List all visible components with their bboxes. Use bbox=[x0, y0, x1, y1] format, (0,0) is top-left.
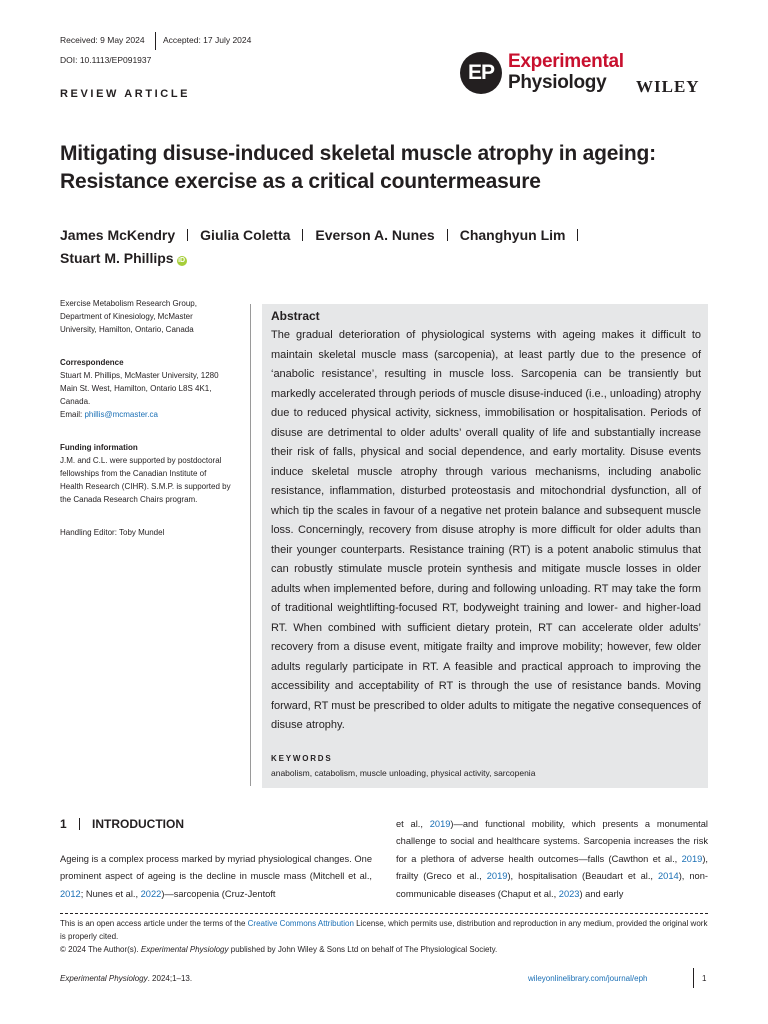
author-4[interactable]: Changhyun Lim bbox=[459, 227, 566, 243]
section-divider bbox=[79, 818, 80, 830]
article-title bbox=[60, 140, 720, 196]
author-divider bbox=[302, 229, 303, 241]
correspondence-address: Stuart M. Phillips, McMaster University, 1280 Main St. West, Hamilton, Ontario L8S 4K1, Canada. bbox=[60, 371, 219, 406]
citation-link[interactable]: 2023 bbox=[558, 888, 580, 899]
author-2[interactable]: Giulia Coletta bbox=[200, 227, 291, 243]
title-line-1: Mitigating disuse-induced skeletal muscle atrophy in ageing: bbox=[60, 142, 656, 165]
received-date: Received: 9 May 2024 bbox=[60, 35, 145, 45]
citation-link[interactable]: 2019 bbox=[681, 853, 703, 864]
accepted-date: Accepted: 17 July 2024 bbox=[163, 35, 252, 45]
license-text: This is an open access article under the terms of the Creative Commons Attribution License, which permits use, distribution and reproduction in any medium, provided the original work is properly cited. bbox=[60, 919, 708, 941]
funding-label: Funding information bbox=[60, 443, 138, 453]
email-link[interactable]: phillis@mcmaster.ca bbox=[84, 409, 158, 419]
citation-link[interactable]: 2019 bbox=[486, 871, 508, 882]
citation-link[interactable]: 2014 bbox=[658, 871, 679, 882]
doi[interactable]: DOI: 10.1113/EP091937 bbox=[60, 55, 152, 65]
footer-divider bbox=[60, 913, 708, 914]
intro-right-column: et al., 2019)—and functional mobility, which presents a monumental challenge to social and healthcare systems. Sarcopenia increases the risk for a plethora of adverse health outcomes—falls (Cawthon et al., 2019), frailty (Greco et al., 2019), hospitalisation (Beaudart et al., 2014), non-communicable diseases (Chaput et al., 2023) and early bbox=[396, 819, 708, 899]
citation-footer: Experimental Physiology. 2024;1–13. bbox=[60, 974, 193, 983]
wiley-logo[interactable]: WILEY bbox=[636, 77, 700, 96]
author-divider bbox=[447, 229, 448, 241]
abstract-text: The gradual deterioration of physiological systems with ageing makes it difficult to maintain skeletal muscle mass (sarcopenia), at least partly due to the presence of ‘anabolic resistance’, resulting in muscle loss. Sarcopenia can be transiently but markedly accelerated through periods of muscle disuse-induced (i.e., unloading) atrophy due to reduced physical activity, sickness, immobilisation or hospitalisation. Periods of disuse are detrimental to older adults’ overall quality of life and substantially increase their risk of falls, physical and social dependence, and early mortality. Disuse events induce skeletal muscle atrophy through various mechanisms, including anabolic resistance, inflammation, disturbed proteostasis and mitochondrial dysfunction, all of which tip the scales in favour of a negative net protein balance and subsequent muscle loss. Concerningly, recovery from disuse atrophy is more difficult for older adults than their younger counterparts. Resistance training (RT) is a potent anabolic stimulus that can robustly stimulate muscle protein synthesis and mitigate muscle losses in older adults when implemented before, during and following unloading. RT may take the form of traditional weightlifting-focused RT, bodyweight training and lower- and higher-load RT. When combined with sufficient dietary protein, RT can accelerate older adults’ recovery from a disuse event, mitigate frailty and improve mobility; however, few older adults regularly participate in RT. A feasible and practical approach to improving the accessibility and acceptability of RT is through the use of resistance bands. Moving forward, RT must be prescribed to older adults to mitigate the negative consequences of disuse atrophy. bbox=[271, 329, 701, 731]
keywords: anabolism, catabolism, muscle unloading, physical activity, sarcopenia bbox=[271, 768, 536, 778]
intro-left-column: Ageing is a complex process marked by myriad physiological changes. One prominent aspect of ageing is the decline in muscle mass (Mitchell et al., 2012; Nunes et al., 2022)—sarcopenia (Cruz-Jentoft bbox=[60, 854, 372, 899]
citation-link[interactable]: 2012 bbox=[60, 888, 81, 899]
correspondence-label: Correspondence bbox=[60, 358, 124, 368]
keywords-heading: KEYWORDS bbox=[271, 754, 333, 763]
copyright-text: © 2024 The Author(s). Experimental Physiology published by John Wiley & Sons Ltd on behalf of The Physiological Society. bbox=[60, 945, 498, 954]
author-3[interactable]: Everson A. Nunes bbox=[315, 227, 435, 243]
license-link[interactable]: Creative Commons Attribution bbox=[247, 919, 354, 928]
page-divider bbox=[693, 968, 694, 988]
author-divider bbox=[187, 229, 188, 241]
abstract-box bbox=[262, 304, 708, 788]
ep-badge: EP bbox=[460, 52, 502, 94]
logo-physiology: Physiology bbox=[508, 72, 607, 93]
orcid-icon[interactable]: iD bbox=[178, 257, 186, 264]
author-5[interactable]: Stuart M. Phillips bbox=[60, 250, 174, 266]
journal-url[interactable]: wileyonlinelibrary.com/journal/eph bbox=[528, 974, 648, 983]
author-divider bbox=[577, 229, 578, 241]
section-number: 1 bbox=[60, 817, 67, 831]
email-line: Email: phillis@mcmaster.ca bbox=[60, 409, 158, 419]
author-1[interactable]: James McKendry bbox=[60, 227, 176, 243]
abstract-heading: Abstract bbox=[271, 309, 320, 323]
header-divider bbox=[155, 32, 156, 50]
section-heading: INTRODUCTION bbox=[92, 817, 184, 831]
sidebar bbox=[60, 298, 250, 540]
article-type: REVIEW ARTICLE bbox=[60, 88, 191, 100]
page-number: 1 bbox=[702, 974, 707, 983]
title-line-2: Resistance exercise as a critical countermeasure bbox=[60, 170, 541, 193]
citation-link[interactable]: 2022 bbox=[140, 888, 162, 899]
author-list bbox=[60, 224, 720, 270]
sidebar-divider bbox=[250, 304, 251, 786]
funding-text: J.M. and C.L. were supported by postdoctoral fellowships from the Canadian Institute of Health Research (CIHR). S.M.P. is supported by the Canada Research Chairs program. bbox=[60, 456, 231, 504]
handling-editor: Handling Editor: Toby Mundel bbox=[60, 528, 165, 538]
logo-experimental: Experimental bbox=[508, 51, 624, 72]
affiliation: Exercise Metabolism Research Group, Department of Kinesiology, McMaster University, Hamilton, Ontario, Canada bbox=[60, 299, 197, 334]
citation-link[interactable]: 2019 bbox=[429, 819, 451, 829]
